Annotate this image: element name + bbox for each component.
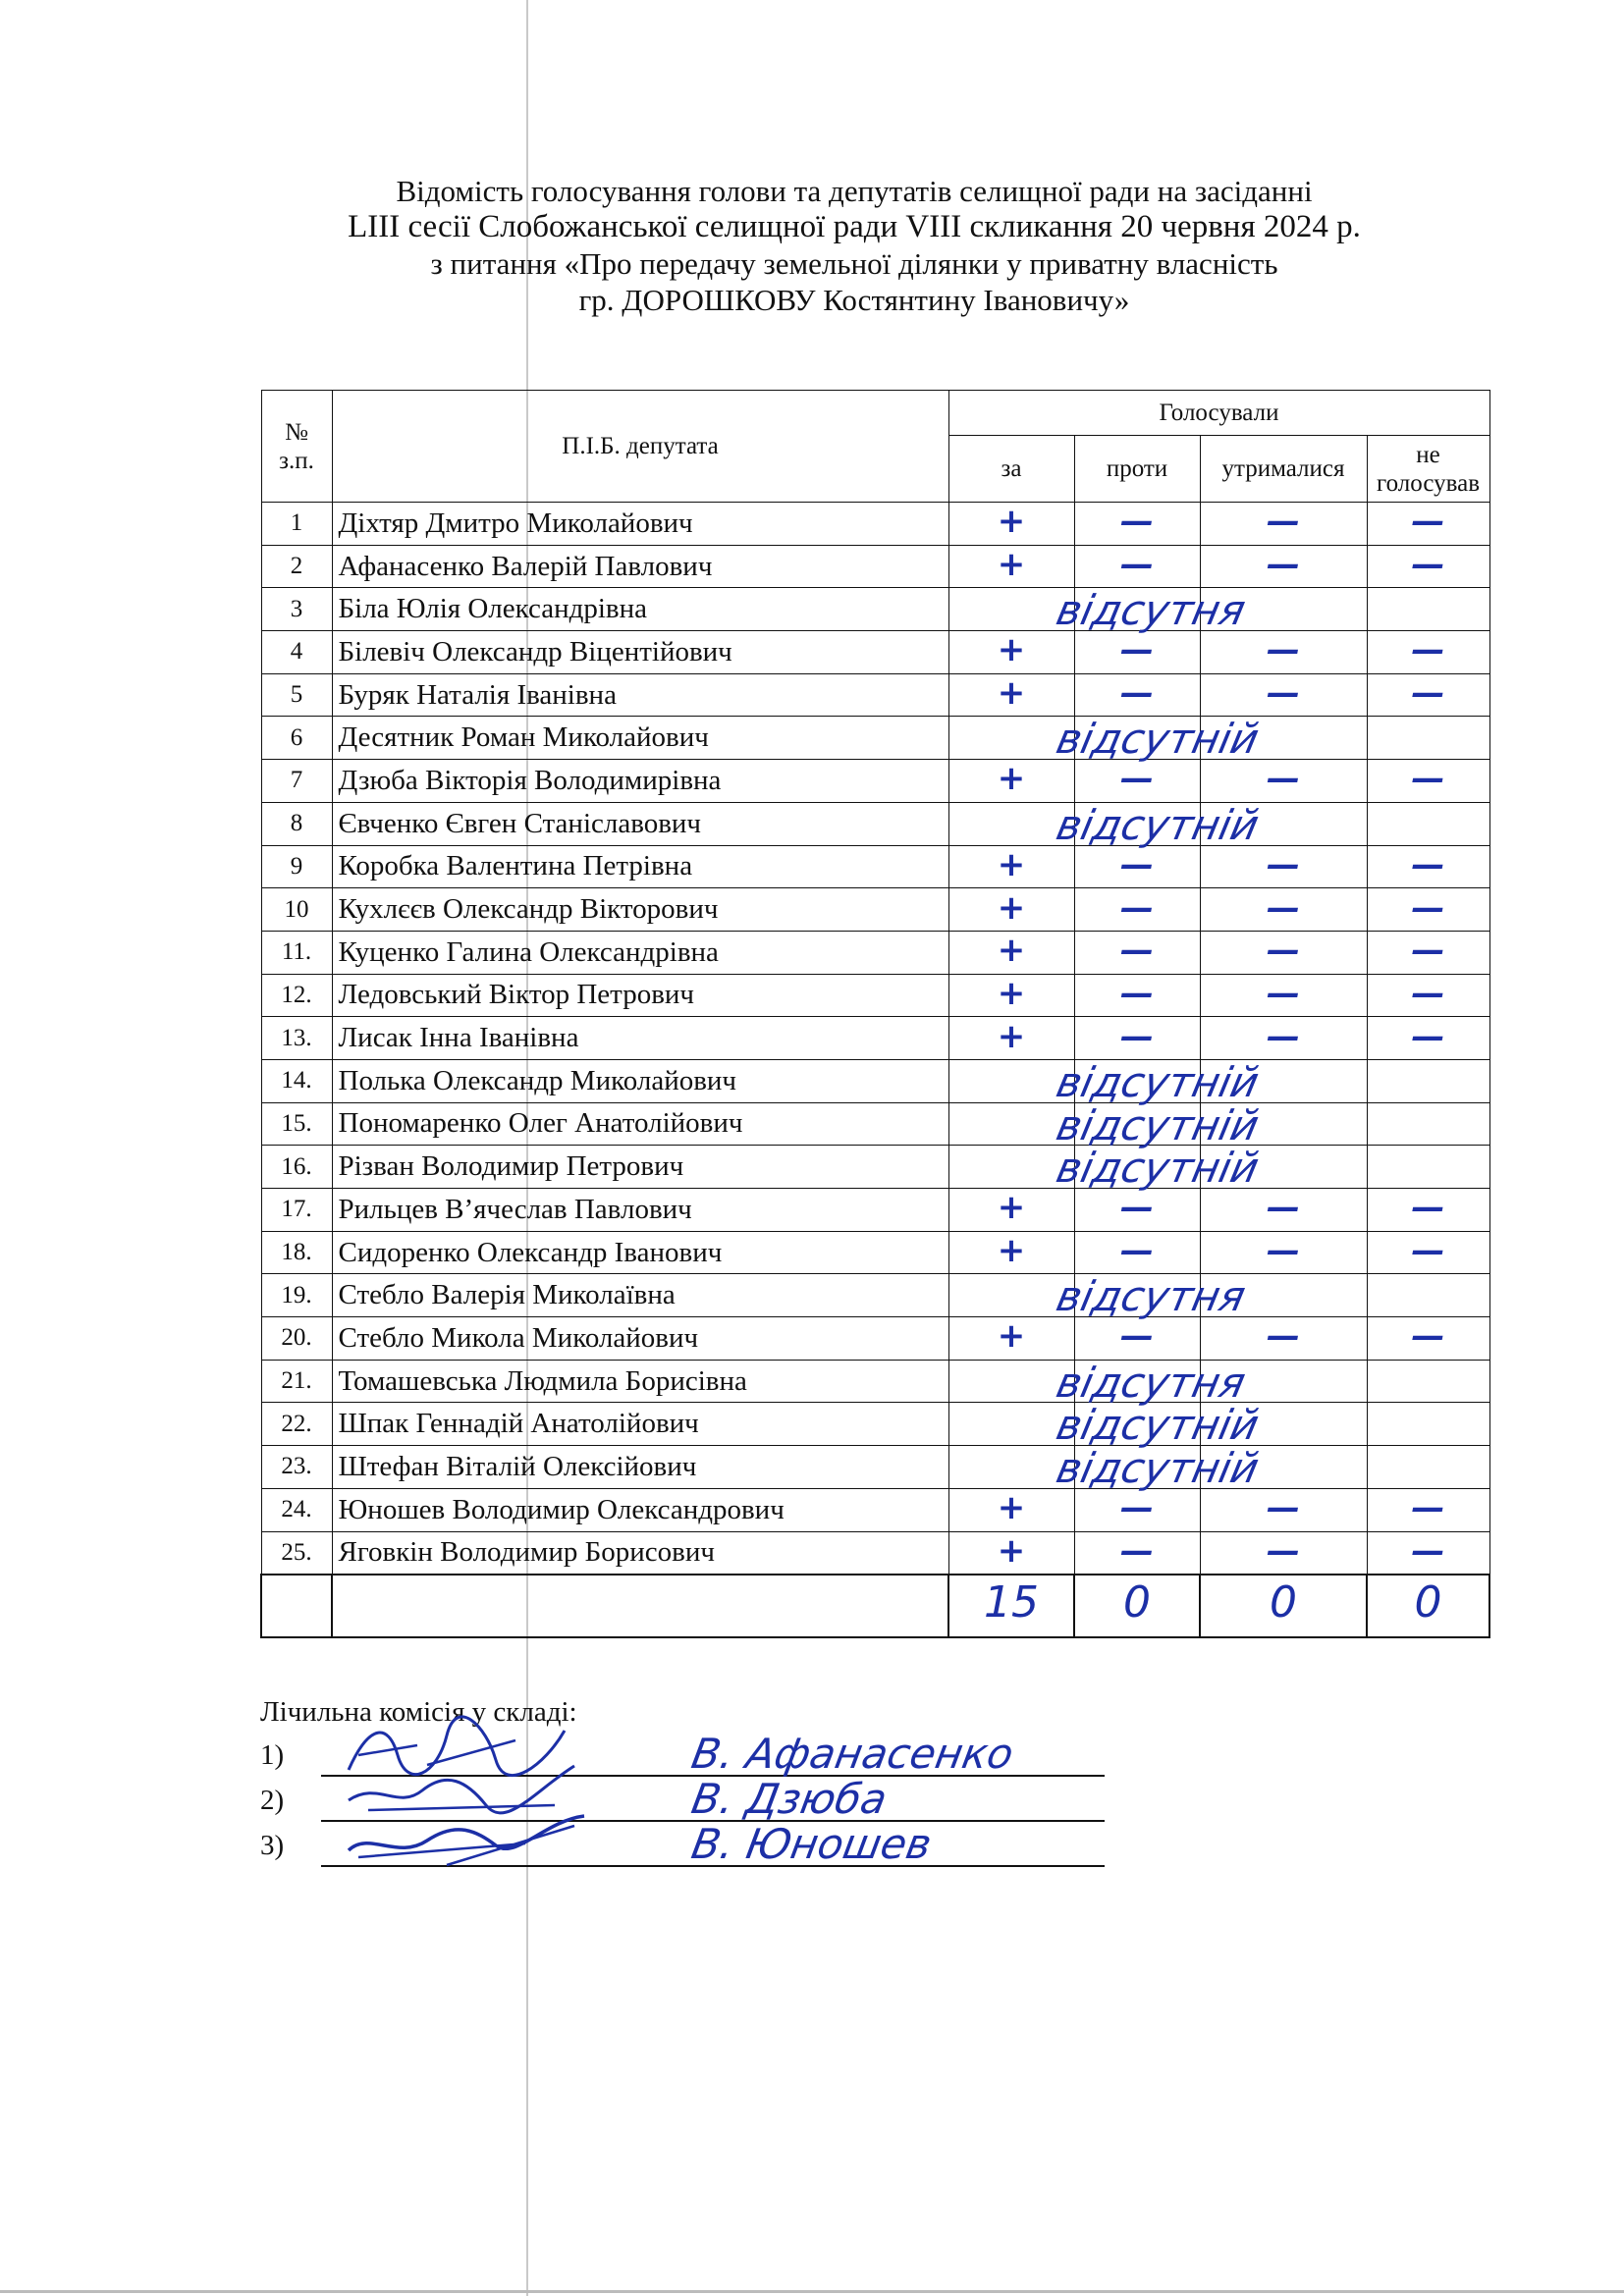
- deputy-name: Білевіч Олександр Віцентійович: [332, 631, 948, 674]
- vote-plus-mark: +: [997, 1316, 1026, 1357]
- vote-against-cell: [1074, 631, 1200, 674]
- vote-dash-mark: —: [1411, 1316, 1445, 1357]
- deputy-name: Яговкін Володимир Борисович: [332, 1531, 948, 1575]
- deputy-name: Стебло Валерія Миколаївна: [332, 1274, 948, 1317]
- vote-abstain-cell: [1200, 1231, 1367, 1274]
- vote-notvoted-cell: [1367, 1317, 1489, 1361]
- vote-abstain-cell: [1200, 545, 1367, 588]
- vote-abstain-cell: [1200, 673, 1367, 717]
- row-number: 14.: [261, 1059, 332, 1102]
- vote-dash-mark: —: [1267, 1316, 1300, 1357]
- vote-dash-mark: —: [1411, 1530, 1445, 1571]
- vote-dash-mark: —: [1267, 1016, 1300, 1056]
- vote-for-cell: [948, 1401, 1264, 1450]
- row-number: 10: [261, 888, 332, 932]
- vote-abstain-cell: [1200, 1017, 1367, 1060]
- total-notvoted: [1367, 1575, 1489, 1637]
- vote-notvoted-cell: [1367, 888, 1489, 932]
- vote-dash-mark: —: [1411, 673, 1445, 714]
- vote-dash-mark: —: [1267, 673, 1300, 714]
- vote-dash-mark: —: [1267, 545, 1300, 585]
- vote-notvoted-cell: [1367, 760, 1489, 803]
- vote-dash-mark: —: [1120, 844, 1154, 884]
- absent-note: відсутня: [1052, 1358, 1250, 1407]
- vote-dash-mark: —: [1411, 1488, 1445, 1528]
- vote-for-cell: [948, 1231, 1074, 1274]
- vote-dash-mark: —: [1120, 887, 1154, 928]
- vote-for-cell: [948, 1317, 1074, 1361]
- row-number: 9: [261, 845, 332, 888]
- deputy-name: Стебло Микола Миколайович: [332, 1317, 948, 1361]
- vote-dash-mark: —: [1267, 630, 1300, 670]
- vote-notvoted-cell: [1367, 1446, 1489, 1489]
- totals-row: [261, 1575, 1489, 1637]
- vote-against-cell: [1074, 888, 1200, 932]
- table-row: [261, 1488, 1489, 1531]
- vote-dash-mark: —: [1120, 545, 1154, 585]
- vote-dash-mark: —: [1411, 502, 1445, 542]
- deputy-name: Лисак Інна Іванівна: [332, 1017, 948, 1060]
- header-line-2: LIII сесії Слобожанської селищної ради VIII скликання 20 червня 2024 р.: [348, 209, 1361, 244]
- vote-notvoted-cell: [1367, 931, 1489, 974]
- vote-dash-mark: —: [1411, 887, 1445, 928]
- vote-plus-mark: +: [997, 931, 1026, 971]
- header-line-4: гр. ДОРОШКОВУ Костянтину Івановичу»: [578, 283, 1130, 317]
- table-row: [261, 1360, 1489, 1403]
- table-row: [261, 588, 1489, 631]
- vote-notvoted-cell: [1367, 503, 1489, 546]
- deputy-name: Пономаренко Олег Анатолійович: [332, 1102, 948, 1146]
- vote-notvoted-cell: [1367, 1531, 1489, 1575]
- row-number: 3: [261, 588, 332, 631]
- deputy-name: Штефан Віталій Олексійович: [332, 1446, 948, 1489]
- row-number: 5: [261, 673, 332, 717]
- vote-dash-mark: —: [1411, 545, 1445, 585]
- deputy-name: Кухлєєв Олександр Вікторович: [332, 888, 948, 932]
- vote-against-cell: [1074, 545, 1200, 588]
- row-number: 16.: [261, 1146, 332, 1189]
- absent-note: відсутня: [1052, 586, 1250, 635]
- total-for: [948, 1575, 1074, 1637]
- col-header-notvoted: не голосував: [1367, 436, 1489, 503]
- vote-notvoted-cell: [1367, 717, 1489, 760]
- vote-against-cell: [1074, 1317, 1200, 1361]
- row-number: 13.: [261, 1017, 332, 1060]
- vote-notvoted-cell: [1367, 1017, 1489, 1060]
- table-row: [261, 545, 1489, 588]
- vote-plus-mark: +: [997, 502, 1026, 542]
- vote-notvoted-cell: [1367, 845, 1489, 888]
- signature-index: 3): [260, 1830, 285, 1861]
- signature-name: В. Юношев: [687, 1820, 936, 1868]
- vote-for-cell: [948, 503, 1074, 546]
- vote-dash-mark: —: [1120, 1488, 1154, 1528]
- totals-blank-num: [261, 1575, 332, 1637]
- row-number: 19.: [261, 1274, 332, 1317]
- vote-dash-mark: —: [1120, 931, 1154, 971]
- deputy-name: Куценко Галина Олександрівна: [332, 931, 948, 974]
- signature-index: 2): [260, 1785, 285, 1816]
- deputy-name: Десятник Роман Миколайович: [332, 717, 948, 760]
- row-number: 15.: [261, 1102, 332, 1146]
- vote-for-cell: [948, 673, 1074, 717]
- vote-plus-mark: +: [997, 759, 1026, 799]
- table-row: [261, 1059, 1489, 1102]
- row-number: 24.: [261, 1488, 332, 1531]
- absent-note: відсутній: [1052, 1444, 1264, 1493]
- vote-abstain-cell: [1200, 631, 1367, 674]
- vote-dash-mark: —: [1120, 973, 1154, 1013]
- vote-dash-mark: —: [1120, 759, 1154, 799]
- vote-against-cell: [1074, 1189, 1200, 1232]
- vote-notvoted-cell: [1367, 631, 1489, 674]
- vote-notvoted-cell: [1367, 545, 1489, 588]
- vote-dash-mark: —: [1411, 844, 1445, 884]
- vote-notvoted-cell: [1367, 1231, 1489, 1274]
- row-number: 2: [261, 545, 332, 588]
- vote-plus-mark: +: [997, 1188, 1026, 1228]
- vote-plus-mark: +: [997, 673, 1026, 714]
- row-number: 6: [261, 717, 332, 760]
- vote-notvoted-cell: [1367, 1488, 1489, 1531]
- vote-for-cell: [948, 1100, 1264, 1149]
- vote-abstain-cell: [1200, 888, 1367, 932]
- total-abstain-value: 0: [1270, 1576, 1297, 1628]
- vote-abstain-cell: [1200, 503, 1367, 546]
- table-row: [261, 1446, 1489, 1489]
- row-number: 11.: [261, 931, 332, 974]
- vote-plus-mark: +: [997, 545, 1026, 585]
- vote-for-cell: [948, 1444, 1264, 1493]
- col-header-for: за: [948, 436, 1074, 503]
- vote-against-cell: [1074, 760, 1200, 803]
- deputy-name: Афанасенко Валерій Павлович: [332, 545, 948, 588]
- deputy-name: Шпак Геннадій Анатолійович: [332, 1403, 948, 1446]
- row-number: 17.: [261, 1189, 332, 1232]
- commission-title: Лічильна комісія у складі:: [260, 1696, 577, 1728]
- vote-abstain-cell: [1200, 1317, 1367, 1361]
- row-number: 23.: [261, 1446, 332, 1489]
- absent-note: відсутній: [1052, 715, 1264, 764]
- table-row: [261, 802, 1489, 845]
- total-abstain: [1200, 1575, 1367, 1637]
- vote-against-cell: [1074, 503, 1200, 546]
- vote-abstain-cell: [1200, 931, 1367, 974]
- signature-index: 1): [260, 1739, 285, 1771]
- vote-for-cell: [948, 1358, 1250, 1407]
- vote-plus-mark: +: [997, 1488, 1026, 1528]
- table-row: [261, 503, 1489, 546]
- vote-for-cell: [948, 631, 1074, 674]
- table-row: [261, 760, 1489, 803]
- table-row: [261, 1274, 1489, 1317]
- vote-dash-mark: —: [1411, 973, 1445, 1013]
- table-row: [261, 845, 1489, 888]
- absent-note: відсутній: [1052, 1100, 1264, 1149]
- total-notvoted-value: 0: [1414, 1576, 1442, 1628]
- total-against: [1074, 1575, 1200, 1637]
- table-row: [261, 1146, 1489, 1189]
- row-number: 18.: [261, 1231, 332, 1274]
- vote-dash-mark: —: [1411, 931, 1445, 971]
- row-number: 8: [261, 802, 332, 845]
- row-number: 1: [261, 503, 332, 546]
- vote-notvoted-cell: [1367, 974, 1489, 1017]
- deputy-name: Юношев Володимир Олександрович: [332, 1488, 948, 1531]
- vote-notvoted-cell: [1367, 1360, 1489, 1403]
- vote-plus-mark: +: [997, 1016, 1026, 1056]
- vote-for-cell: [948, 1531, 1074, 1575]
- deputy-name: Полька Олександр Миколайович: [332, 1059, 948, 1102]
- vote-plus-mark: +: [997, 1530, 1026, 1571]
- deputy-name: Дзюба Вікторія Володимирівна: [332, 760, 948, 803]
- col-header-name: П.І.Б. депутата: [332, 391, 948, 503]
- vote-for-cell: [948, 715, 1264, 764]
- vote-notvoted-cell: [1367, 1102, 1489, 1146]
- vote-dash-mark: —: [1411, 1231, 1445, 1271]
- vote-dash-mark: —: [1411, 630, 1445, 670]
- vote-for-cell: [948, 1144, 1264, 1193]
- vote-dash-mark: —: [1267, 502, 1300, 542]
- vote-for-cell: [948, 931, 1074, 974]
- signature-scribble-icon: [329, 1806, 623, 1875]
- col-header-number: № з.п.: [261, 391, 332, 503]
- signature-name: В. Афанасенко: [687, 1730, 1017, 1778]
- vote-dash-mark: —: [1267, 1231, 1300, 1271]
- table-row: [261, 1017, 1489, 1060]
- vote-dash-mark: —: [1267, 759, 1300, 799]
- deputy-name: Томашевська Людмила Борисівна: [332, 1360, 948, 1403]
- vote-dash-mark: —: [1120, 1188, 1154, 1228]
- document-header: [295, 173, 1414, 318]
- vote-notvoted-cell: [1367, 1059, 1489, 1102]
- col-header-voted: Голосували: [948, 391, 1489, 436]
- vote-notvoted-cell: [1367, 802, 1489, 845]
- vote-notvoted-cell: [1367, 1274, 1489, 1317]
- table-row: [261, 631, 1489, 674]
- table-row: [261, 1231, 1489, 1274]
- vote-dash-mark: —: [1267, 1488, 1300, 1528]
- table-row: [261, 1403, 1489, 1446]
- vote-for-cell: [948, 586, 1250, 635]
- vote-for-cell: [948, 1272, 1250, 1321]
- vote-dash-mark: —: [1267, 973, 1300, 1013]
- absent-note: відсутній: [1052, 1144, 1264, 1193]
- vote-dash-mark: —: [1120, 1231, 1154, 1271]
- vote-for-cell: [948, 845, 1074, 888]
- vote-plus-mark: +: [997, 973, 1026, 1013]
- vote-for-cell: [948, 800, 1264, 849]
- row-number: 4: [261, 631, 332, 674]
- vote-dash-mark: —: [1411, 1016, 1445, 1056]
- deputy-name: Рильцев В’ячеслав Павлович: [332, 1189, 948, 1232]
- absent-note: відсутній: [1052, 800, 1264, 849]
- vote-dash-mark: —: [1267, 1188, 1300, 1228]
- scan-bottom-edge: [0, 2290, 1624, 2293]
- vote-against-cell: [1074, 1231, 1200, 1274]
- row-number: 7: [261, 760, 332, 803]
- deputy-name: Коробка Валентина Петрівна: [332, 845, 948, 888]
- table-row: [261, 974, 1489, 1017]
- totals-blank-name: [332, 1575, 948, 1637]
- vote-dash-mark: —: [1267, 887, 1300, 928]
- vote-dash-mark: —: [1120, 630, 1154, 670]
- total-against-value: 0: [1123, 1576, 1151, 1628]
- deputy-name: Сидоренко Олександр Іванович: [332, 1231, 948, 1274]
- vote-notvoted-cell: [1367, 1146, 1489, 1189]
- col-header-abstain: утрималися: [1200, 436, 1367, 503]
- deputy-name: Ледовський Віктор Петрович: [332, 974, 948, 1017]
- vote-for-cell: [948, 545, 1074, 588]
- vote-dash-mark: —: [1267, 844, 1300, 884]
- signature-row: [260, 1820, 1105, 1873]
- vote-abstain-cell: [1200, 760, 1367, 803]
- vote-dash-mark: —: [1267, 1530, 1300, 1571]
- vote-plus-mark: +: [997, 630, 1026, 670]
- vote-against-cell: [1074, 931, 1200, 974]
- deputy-name: Євченко Євген Станіславович: [332, 802, 948, 845]
- absent-note: відсутня: [1052, 1272, 1250, 1321]
- vote-abstain-cell: [1200, 974, 1367, 1017]
- vote-against-cell: [1074, 1531, 1200, 1575]
- vote-abstain-cell: [1200, 1531, 1367, 1575]
- vote-against-cell: [1074, 1488, 1200, 1531]
- deputy-name: Біла Юлія Олександрівна: [332, 588, 948, 631]
- vote-rows: [261, 503, 1489, 1575]
- deputy-name: Буряк Наталія Іванівна: [332, 673, 948, 717]
- absent-note: відсутній: [1052, 1401, 1264, 1450]
- vote-dash-mark: —: [1120, 1530, 1154, 1571]
- vote-notvoted-cell: [1367, 588, 1489, 631]
- vote-against-cell: [1074, 673, 1200, 717]
- table-row: [261, 1531, 1489, 1575]
- table-row: [261, 717, 1489, 760]
- vote-plus-mark: +: [997, 1231, 1026, 1271]
- vote-dash-mark: —: [1120, 1316, 1154, 1357]
- header-line-3: з питання «Про передачу земельної ділянки у приватну власність: [430, 246, 1278, 281]
- voting-table: [260, 390, 1490, 1638]
- table-row: [261, 1102, 1489, 1146]
- vote-plus-mark: +: [997, 844, 1026, 884]
- table-row: [261, 673, 1489, 717]
- commission-signatures: [260, 1730, 1105, 1873]
- deputy-name: Діхтяр Дмитро Миколайович: [332, 503, 948, 546]
- vote-for-cell: [948, 1017, 1074, 1060]
- vote-for-cell: [948, 974, 1074, 1017]
- vote-for-cell: [948, 888, 1074, 932]
- signature-name: В. Дзюба: [687, 1775, 891, 1823]
- vote-abstain-cell: [1200, 1189, 1367, 1232]
- vote-notvoted-cell: [1367, 1189, 1489, 1232]
- vote-dash-mark: —: [1120, 1016, 1154, 1056]
- row-number: 12.: [261, 974, 332, 1017]
- row-number: 20.: [261, 1317, 332, 1361]
- vote-against-cell: [1074, 1017, 1200, 1060]
- table-row: [261, 931, 1489, 974]
- vote-against-cell: [1074, 974, 1200, 1017]
- vote-for-cell: [948, 760, 1074, 803]
- vote-for-cell: [948, 1488, 1074, 1531]
- header-line-1: Відомість голосування голови та депутатів селищної ради на засіданні: [396, 174, 1313, 208]
- row-number: 22.: [261, 1403, 332, 1446]
- deputy-name: Різван Володимир Петрович: [332, 1146, 948, 1189]
- vote-dash-mark: —: [1411, 1188, 1445, 1228]
- row-number: 25.: [261, 1531, 332, 1575]
- table-row: [261, 888, 1489, 932]
- vote-for-cell: [948, 1189, 1074, 1232]
- vote-against-cell: [1074, 845, 1200, 888]
- vote-dash-mark: —: [1411, 759, 1445, 799]
- row-number: 21.: [261, 1360, 332, 1403]
- absent-note: відсутній: [1052, 1057, 1264, 1106]
- table-row: [261, 1189, 1489, 1232]
- col-header-against: проти: [1074, 436, 1200, 503]
- vote-notvoted-cell: [1367, 1403, 1489, 1446]
- vote-dash-mark: —: [1120, 673, 1154, 714]
- vote-dash-mark: —: [1267, 931, 1300, 971]
- total-for-value: 15: [984, 1576, 1039, 1628]
- vote-abstain-cell: [1200, 845, 1367, 888]
- table-row: [261, 1317, 1489, 1361]
- vote-notvoted-cell: [1367, 673, 1489, 717]
- vote-dash-mark: —: [1120, 502, 1154, 542]
- vote-abstain-cell: [1200, 1488, 1367, 1531]
- vote-plus-mark: +: [997, 887, 1026, 928]
- vote-for-cell: [948, 1057, 1264, 1106]
